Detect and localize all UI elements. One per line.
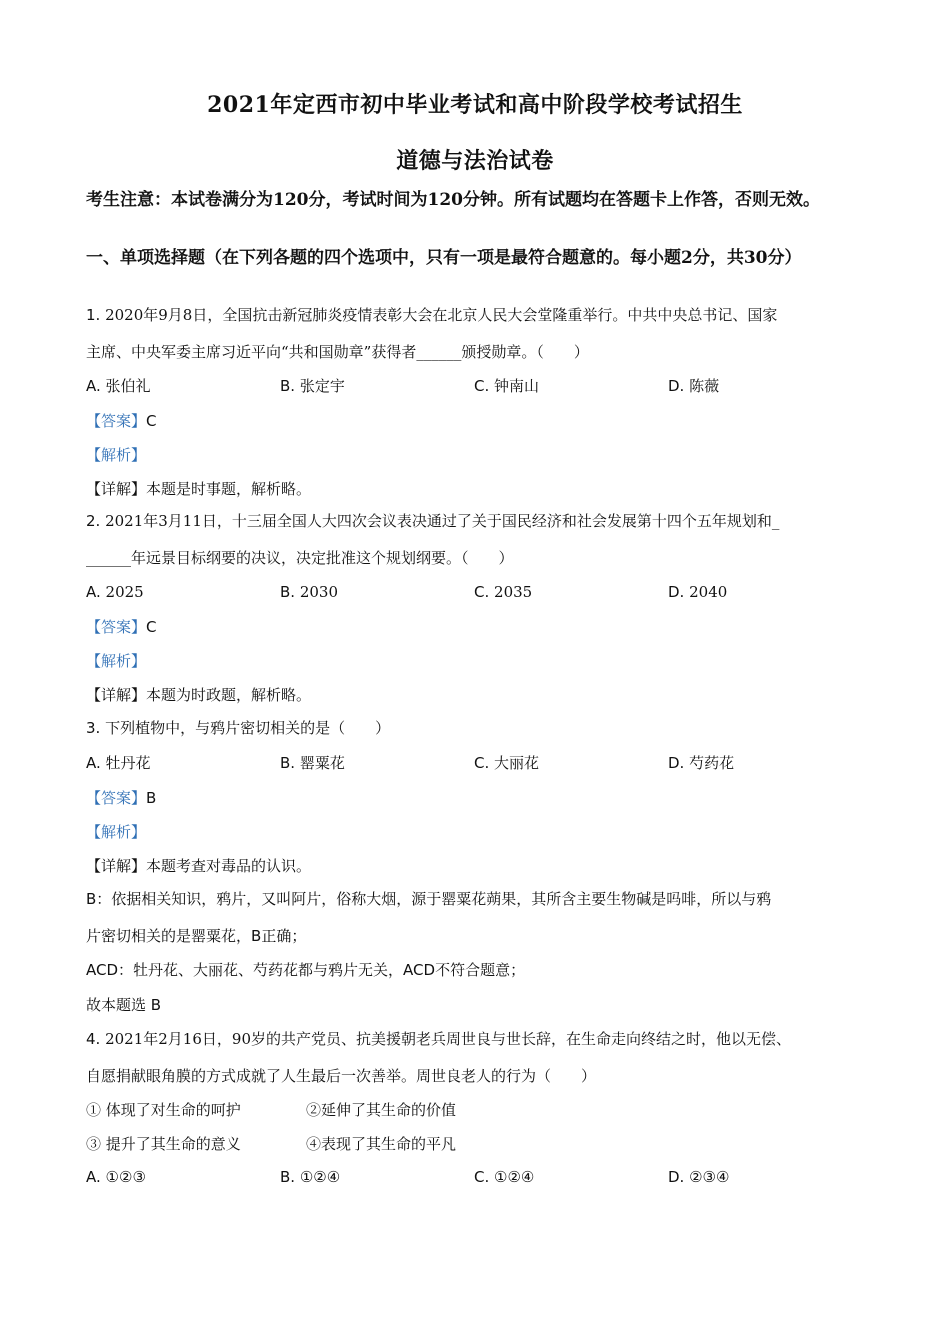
q3-number: 3. [86, 719, 101, 737]
q3-analysis-label: 【解析】 [86, 823, 147, 841]
answer-label: 【答案】 [86, 412, 147, 430]
q4-option-b: B. ①②④ [280, 1168, 341, 1186]
q2-number: 2. [86, 512, 101, 530]
q1-number: 1. [86, 306, 101, 324]
q2-detail: 【详解】本题为时政题，解析略。 [86, 686, 312, 704]
q4-stem-line1: 4. 2021年2月16日，90岁的共产党员、抗美援朝老兵周世良与世长辞，在生命走向终结之时，他以无偿、 [86, 1030, 791, 1048]
q4-option-c: C. ①②④ [474, 1168, 535, 1186]
q3-option-b: B. 罂粟花 [280, 754, 345, 772]
q3-explain-acd: ACD：牡丹花、大丽花、芍药花都与鸦片无关，ACD不符合题意； [86, 961, 526, 979]
q3-option-d: D. 芍药花 [668, 754, 735, 772]
q4-option-d: D. ②③④ [668, 1168, 730, 1186]
q2-answer: 【答案】C [86, 618, 157, 636]
q4-statement-3: ③ 提升了其生命的意义 [86, 1135, 241, 1153]
q3-detail: 【详解】本题考查对毒品的认识。 [86, 857, 312, 875]
q4-text-2: 自愿捐献眼角膜的方式成就了人生最后一次善举。周世良老人的行为（ ） [86, 1067, 597, 1085]
q3-conclusion: 故本题选 B [86, 996, 162, 1014]
exam-notice: 考生注意：本试卷满分为120分，考试时间为120分钟。所有试题均在答题卡上作答，否则无效。 [86, 190, 820, 210]
q1-analysis-label: 【解析】 [86, 446, 147, 464]
q3-explain-b-2: 片密切相关的是罂粟花，B正确； [86, 927, 307, 945]
q3-explain-b-1: B：依据相关知识，鸦片，又叫阿片，俗称大烟，源于罂粟花蒴果，其所含主要生物碱是吗啡，所以与鸦 [86, 890, 772, 908]
q2-option-d: D. 2040 [668, 583, 728, 601]
q4-statement-2: ②延伸了其生命的价值 [306, 1101, 457, 1119]
q2-option-b: B. 2030 [280, 583, 339, 601]
q1-text-2: 主席、中央军委主席习近平向“共和国勋章”获得者______颁授勋章。（ ） [86, 343, 589, 361]
q1-option-b: B. 张定宇 [280, 377, 345, 395]
q2-analysis-label: 【解析】 [86, 652, 147, 670]
section-heading: 一、单项选择题（在下列各题的四个选项中，只有一项是最符合题意的。每小题2分，共30分） [86, 248, 802, 268]
q4-statement-4: ④表现了其生命的平凡 [306, 1135, 457, 1153]
q2-text-2: ______年远景目标纲要的决议，决定批准这个规划纲要。（ ） [86, 549, 514, 567]
q1-option-c: C. 钟南山 [474, 377, 540, 395]
q4-statement-1: ① 体现了对生命的呵护 [86, 1101, 241, 1119]
q1-stem-line1 [86, 304, 876, 326]
q3-stem: 3. 下列植物中，与鸦片密切相关的是（ ） [86, 719, 391, 737]
q2-stem-line1: 2. 2021年3月11日，十三届全国人大四次会议表决通过了关于国民经济和社会发展第十四个五年规划和_ [86, 512, 780, 530]
q1-option-a: A. 张伯礼 [86, 377, 151, 395]
q1-option-d: D. 陈薇 [668, 377, 720, 395]
q1-answer: 【答案】C [86, 412, 157, 430]
exam-title: 2021年定西市初中毕业考试和高中阶段学校考试招生 [207, 92, 743, 118]
q1-text-1: 2020年9月8日，全国抗击新冠肺炎疫情表彰大会在北京人民大会堂隆重举行。中共中央总书记、国家 [105, 306, 778, 324]
q3-answer: 【答案】B [86, 789, 157, 807]
q2-option-a: A. 2025 [86, 583, 144, 601]
q1-detail: 【详解】本题是时事题，解析略。 [86, 480, 312, 498]
exam-subtitle: 道德与法治试卷 [396, 148, 554, 174]
q3-option-a: A. 牡丹花 [86, 754, 151, 772]
q4-option-a: A. ①②③ [86, 1168, 146, 1186]
q2-option-c: C. 2035 [474, 583, 533, 601]
q3-option-c: C. 大丽花 [474, 754, 540, 772]
q4-number: 4. [86, 1030, 101, 1048]
